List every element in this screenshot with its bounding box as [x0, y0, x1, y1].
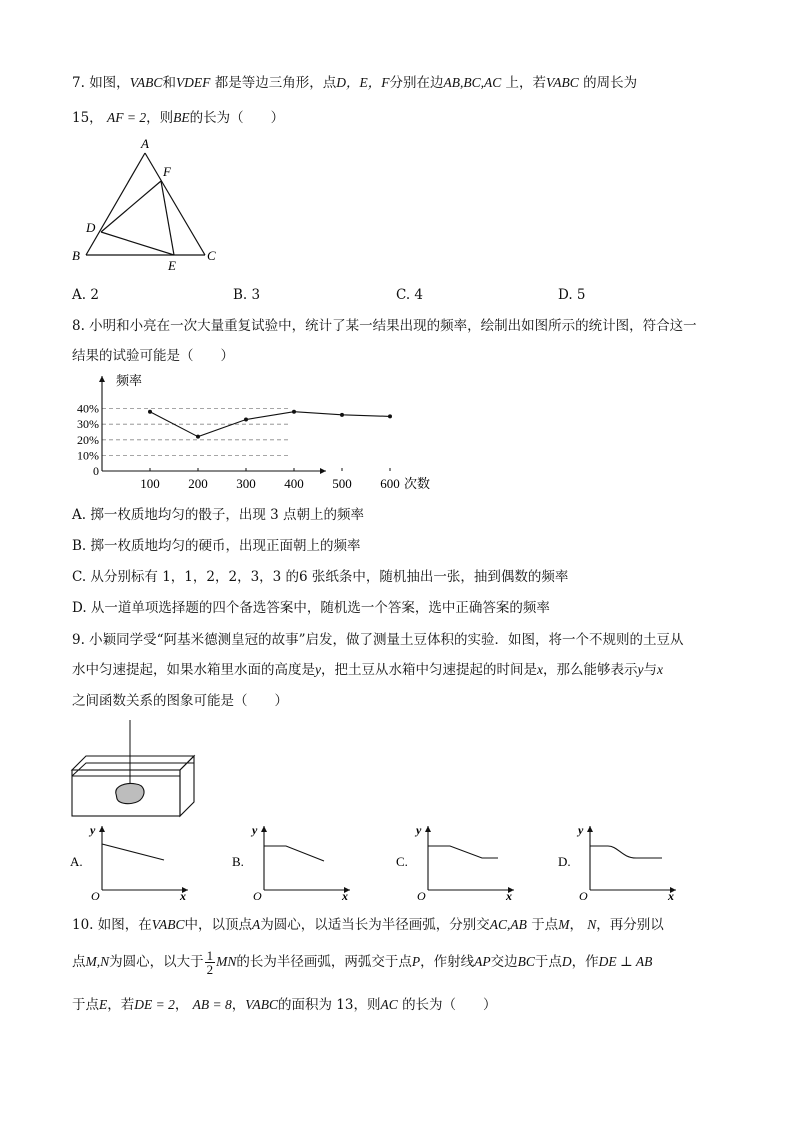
graph-option-a[interactable]	[68, 818, 196, 903]
vertex-label-f: F	[163, 164, 171, 179]
svg-text:D.: D.	[558, 854, 571, 869]
data-point	[388, 414, 392, 418]
x-axis-arrow	[320, 468, 326, 474]
fraction-one-half: $\frac{1}{2}$	[206, 948, 214, 977]
svg-text:B.: B.	[232, 854, 244, 869]
data-point	[244, 418, 248, 422]
q9-line-3: 之间函数关系的图象可能是（ ）	[72, 693, 288, 709]
data-point	[196, 435, 200, 439]
graph-option-c[interactable]	[394, 818, 522, 903]
x-tick-label: 100	[140, 476, 160, 491]
vertex-label-d: D	[86, 220, 96, 235]
water-tank-potato-figure	[70, 718, 200, 820]
q7-option-d[interactable]: D. 5	[558, 287, 586, 303]
vertex-label-c: C	[207, 248, 216, 263]
svg-text:A.: A.	[70, 854, 83, 869]
q9-line-2: 水中匀速提起，如果水箱里水面的高度是y，把土豆从水箱中匀速提起的时间是x，那么能够表示y与x	[72, 662, 663, 678]
graph-option-b[interactable]	[230, 818, 358, 903]
q7-line-1: 7. 如图，VABC和VDEF 都是等边三角形，点D，E，F分别在边AB,BC,AC 上，若VABC 的周长为	[72, 75, 638, 91]
x-tick-label: 400	[284, 476, 304, 491]
svg-text:x: x	[180, 889, 186, 903]
svg-text:O: O	[579, 889, 588, 903]
data-point	[340, 413, 344, 417]
svg-text:C.: C.	[396, 854, 408, 869]
q8-line-2: 结果的试验可能是（ ）	[72, 348, 234, 364]
q8-line-1: 8. 小明和小亮在一次大量重复试验中，统计了某一结果出现的频率，绘制出如图所示的统计图，符合这一	[72, 318, 697, 334]
q8-option-a[interactable]: A. 掷一枚质地均匀的骰子，出现 3 点朝上的频率	[72, 507, 365, 523]
q9-line-1: 9. 小颖同学受“阿基米德测皇冠的故事”启发，做了测量土豆体积的实验．如图，将一个不规则的土豆从	[72, 632, 684, 648]
svg-text:x: x	[668, 889, 674, 903]
svg-text:O: O	[91, 889, 100, 903]
svg-text:O: O	[417, 889, 426, 903]
data-point	[148, 410, 152, 414]
graph-option-d[interactable]	[556, 818, 684, 903]
svg-text:y: y	[90, 823, 96, 837]
q8-option-b[interactable]: B. 掷一枚质地均匀的硬币，出现正面朝上的频率	[72, 538, 361, 554]
svg-text:y: y	[578, 823, 584, 837]
y-axis-arrow	[99, 376, 105, 382]
x-tick-label: 600	[380, 476, 400, 491]
q8-option-d[interactable]: D. 从一道单项选择题的四个备选答案中，随机选一个答案，选中正确答案的频率	[72, 600, 550, 616]
vertex-label-a: A	[141, 136, 149, 151]
q10-line-3: 于点E，若DE = 2， AB = 8，VABC的面积为 13，则AC 的长为（ ）	[72, 997, 497, 1013]
svg-text:O: O	[253, 889, 262, 903]
x-tick-label: 200	[188, 476, 208, 491]
vertex-label-b: B	[72, 248, 80, 263]
y-tick-label: 30%	[77, 417, 99, 432]
q7-option-c[interactable]: C. 4	[396, 287, 424, 303]
svg-text:x: x	[506, 889, 512, 903]
q10-line-2: 点M,N为圆心，以大于 $\frac{1}{2}$ MN的长为半径画弧，两弧交于点P，作射线AP交边BC于点D，作DE ⊥ AB	[72, 948, 653, 977]
q7-triangle-figure	[66, 134, 226, 274]
q7-line-2: 15， AF = 2，则BE的长为（ ）	[72, 110, 285, 126]
y-tick-label: 40%	[77, 401, 99, 416]
svg-text:y: y	[252, 823, 258, 837]
q8-option-c[interactable]: C. 从分别标有 1，1，2，2，3，3 的6 张纸条中，随机抽出一张，抽到偶数的频率	[72, 569, 569, 585]
q7-option-b[interactable]: B. 3	[233, 287, 261, 303]
vertex-label-e: E	[168, 258, 176, 273]
data-point	[292, 410, 296, 414]
q10-line-1: 10. 如图，在VABC中，以顶点A为圆心，以适当长为半径画弧，分别交AC,AB 于点M， N，再分别以	[72, 917, 664, 933]
potato-shape	[116, 783, 144, 803]
q7-option-a[interactable]: A. 2	[72, 287, 99, 303]
svg-text:x: x	[342, 889, 348, 903]
x-tick-label: 500	[332, 476, 352, 491]
y-tick-label: 0	[93, 464, 99, 478]
x-tick-label: 300	[236, 476, 256, 491]
y-tick-label: 20%	[77, 432, 99, 447]
x-axis-title: 次数	[404, 476, 431, 491]
y-tick-label: 10%	[77, 448, 99, 463]
frequency-line-chart	[68, 370, 431, 494]
svg-text:y: y	[416, 823, 422, 837]
y-axis-title: 频率	[116, 373, 143, 388]
